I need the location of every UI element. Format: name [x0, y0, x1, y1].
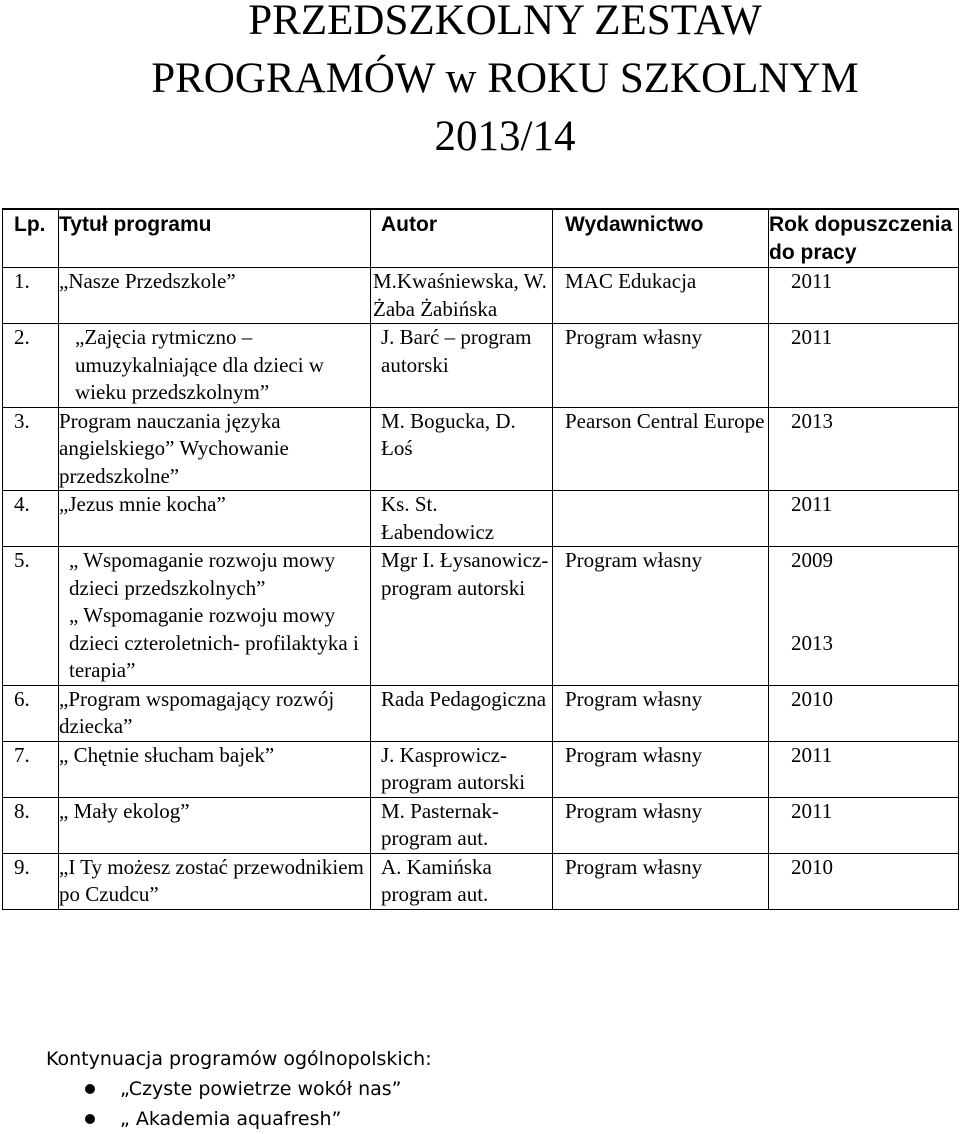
page-title — [0, 0, 960, 166]
cell-title: „ Mały ekolog” — [59, 797, 371, 853]
list-item-text: „Czyste powietrze wokół nas” — [120, 1078, 402, 1100]
cell-year: 2011 — [769, 797, 959, 853]
table-row — [3, 268, 959, 324]
programs-table — [2, 208, 959, 910]
list-item-text: „ Akademia aquafresh” — [120, 1108, 342, 1130]
cell-publisher: Program własny — [553, 853, 769, 909]
cell-year: 2011 — [769, 741, 959, 797]
cell-year: 2011 — [769, 324, 959, 408]
cell-author: Mgr I. Łysanowicz- program autorski — [371, 547, 553, 686]
title-line-3: 2013/14 — [434, 113, 576, 160]
cell-author: Ks. St. Łabendowicz — [371, 491, 553, 547]
table-row — [3, 407, 959, 491]
cell-title: „I Ty możesz zostać przewodnikiem po Czudcu” — [59, 853, 371, 909]
cell-author — [371, 268, 553, 324]
cell-year-b: 2013 — [791, 630, 833, 655]
continuation-section — [46, 1044, 432, 1134]
title-line-1: PRZEDSZKOLNY ZESTAW — [248, 0, 762, 44]
author-text: M.Kwaśniewska, W. Żaba Żabińska — [373, 269, 547, 321]
cell-title: Program nauczania języka angielskiego” Wychowanie przedszkolne” — [59, 407, 371, 491]
bullet-icon — [85, 1114, 95, 1124]
cell-author: M. Bogucka, D. Łoś — [371, 407, 553, 491]
table-row — [3, 741, 959, 797]
cell-title-b: „ Wspomaganie rozwoju mowy dzieci czteroletnich- profilaktyka i terapia” — [69, 603, 359, 682]
title-line-2: PROGRAMÓW w ROKU SZKOLNYM — [151, 55, 859, 102]
list-item — [46, 1104, 432, 1134]
cell-lp: 9. — [3, 853, 59, 909]
cell-publisher: Program własny — [553, 797, 769, 853]
cell-author: M. Pasternak- program aut. — [371, 797, 553, 853]
cell-publisher: Program własny — [553, 547, 769, 686]
list-item — [46, 1074, 432, 1104]
cell-title: „ Chętnie słucham bajek” — [59, 741, 371, 797]
header-title: Tytuł programu — [59, 209, 371, 268]
cell-author: Rada Pedagogiczna — [371, 685, 553, 741]
table-row — [3, 547, 959, 686]
cell-lp: 5. — [3, 547, 59, 686]
cell-year: 2011 — [769, 491, 959, 547]
cell-lp: 2. — [3, 324, 59, 408]
cell-publisher: MAC Edukacja — [553, 268, 769, 324]
cell-publisher: Program własny — [553, 324, 769, 408]
cell-title-a: „ Wspomaganie rozwoju mowy dzieci przedszkolnych” — [69, 548, 336, 600]
cell-title: „Zajęcia rytmiczno – umuzykalniające dla dzieci w wieku przedszkolnym” — [59, 324, 371, 408]
table-header-row — [3, 209, 959, 268]
cell-publisher: Pearson Central Europe — [553, 407, 769, 491]
table-row — [3, 797, 959, 853]
cell-publisher: Program własny — [553, 741, 769, 797]
cell-title: „Jezus mnie kocha” — [59, 491, 371, 547]
header-lp: Lp. — [3, 209, 59, 268]
cell-lp: 7. — [3, 741, 59, 797]
cell-author: J. Kasprowicz- program autorski — [371, 741, 553, 797]
table-row — [3, 324, 959, 408]
cell-lp: 3. — [3, 407, 59, 491]
cell-author: A. Kamińska program aut. — [371, 853, 553, 909]
cell-lp: 4. — [3, 491, 59, 547]
cell-year — [769, 547, 959, 686]
table-row — [3, 685, 959, 741]
cell-year: 2013 — [769, 407, 959, 491]
header-author: Autor — [371, 209, 553, 268]
cell-lp: 8. — [3, 797, 59, 853]
continuation-list — [46, 1074, 432, 1134]
cell-author: J. Barć – program autorski — [371, 324, 553, 408]
cell-year: 2011 — [769, 268, 959, 324]
continuation-heading: Kontynuacja programów ogólnopolskich: — [46, 1048, 432, 1070]
table-row — [3, 853, 959, 909]
cell-lp: 6. — [3, 685, 59, 741]
table-row — [3, 491, 959, 547]
cell-title — [59, 547, 371, 686]
cell-year: 2010 — [769, 853, 959, 909]
cell-publisher: Program własny — [553, 685, 769, 741]
header-publisher: Wydawnictwo — [553, 209, 769, 268]
cell-year: 2010 — [769, 685, 959, 741]
cell-title: „Program wspomagający rozwój dziecka” — [59, 685, 371, 741]
header-year: Rok dopuszczenia do pracy — [769, 209, 959, 268]
cell-year-a: 2009 — [791, 548, 833, 572]
cell-publisher — [553, 491, 769, 547]
cell-title: „Nasze Przedszkole” — [59, 268, 371, 324]
bullet-icon — [85, 1084, 95, 1094]
cell-lp: 1. — [3, 268, 59, 324]
